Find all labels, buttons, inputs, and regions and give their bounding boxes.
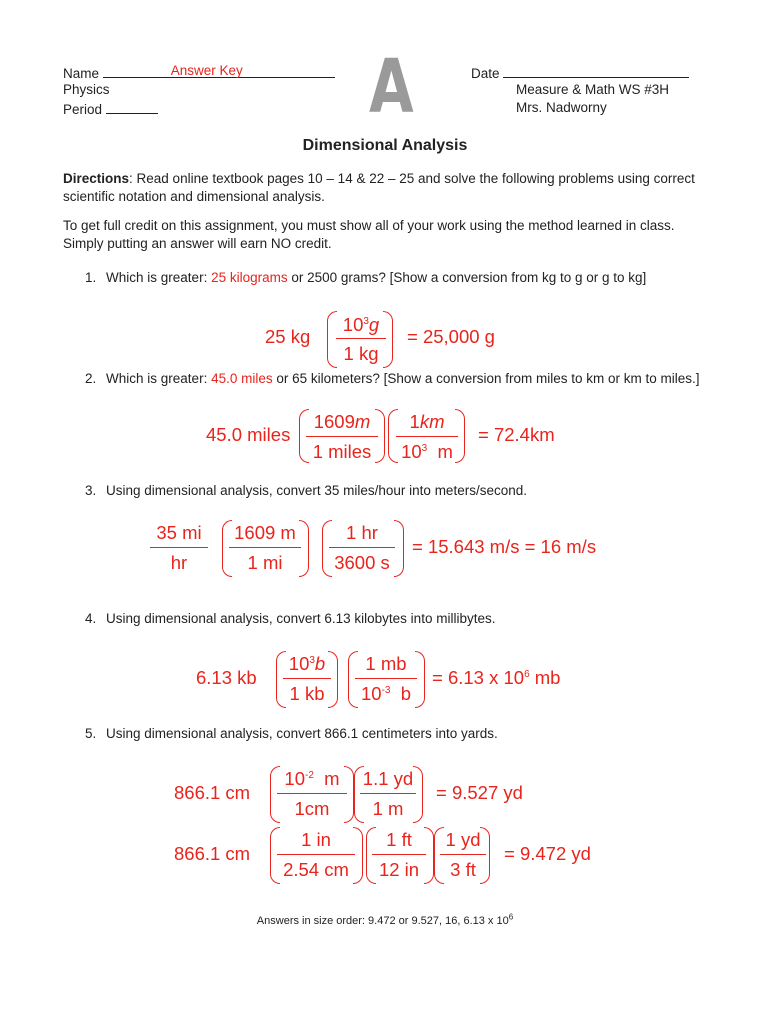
work-5a-f2-den: 1 m (372, 798, 404, 819)
problem-2 (85, 370, 705, 388)
work-4-f1-den: 1 kb (289, 683, 325, 704)
paren-right (299, 520, 309, 577)
answers-footer: Answers in size order: 9.472 or 9.527, 16, 6.13 x $10^6$ (256, 912, 514, 927)
fraction-bar (229, 547, 301, 548)
work-5b-f2-den: 12 in (378, 859, 420, 880)
fraction-bar (306, 436, 378, 437)
work-5b-result: = 9.472 yd (504, 843, 591, 864)
work-5b-f1-den: 2.54 cm (283, 859, 349, 880)
work-5b-start: 866.1 cm (174, 843, 251, 864)
directions (63, 170, 703, 206)
work-5b-f3-den: 3 ft (450, 859, 476, 880)
paren-right (394, 520, 404, 577)
problem-3 (85, 482, 527, 500)
work-5a-f1-den: 1cm (294, 798, 330, 819)
problem-number: 2. (85, 371, 97, 386)
work-2-result: = 72.4km (478, 424, 555, 445)
fraction-bar (355, 678, 417, 679)
work-2-f2-num: 1km (409, 411, 445, 432)
paren-right (480, 827, 490, 884)
paren-right (383, 311, 393, 368)
name-blank (103, 63, 335, 78)
paren-right (375, 409, 385, 463)
work-2-f1-den: 1 miles (312, 441, 372, 462)
problem-text: Which is greater: 45.0 miles or 65 kilometers? [Show a conversion from miles to km or km to miles.] (106, 371, 700, 386)
problem-4 (85, 610, 495, 628)
paren-right (328, 651, 338, 708)
work-5b-f1-num: 1 in (301, 829, 331, 850)
problem-number: 1. (85, 270, 97, 285)
fraction-bar (396, 436, 458, 437)
date-blank (503, 63, 689, 78)
work-5a-result: = 9.527 yd (436, 782, 523, 803)
work-2-f2-den: $10^3$ m (401, 441, 453, 462)
work-4-f1-num: $10^3b$ (288, 653, 326, 674)
name-value: Answer Key (170, 63, 243, 78)
work-3-start-den: hr (170, 552, 188, 573)
subject-label: Physics (63, 82, 110, 97)
work-3-f1-den: 1 mi (247, 552, 283, 573)
period-blank (106, 99, 158, 114)
work-4-f2-num: 1 mb (365, 653, 407, 674)
work-2-start: 45.0 miles (206, 424, 291, 445)
date-line (471, 63, 689, 83)
name-label: Name (63, 66, 100, 81)
problem-5 (85, 725, 498, 743)
problem-text: Which is greater: 25 kilograms or 2500 grams? [Show a conversion from kg to g or g to kg] (106, 270, 647, 285)
teacher-name: Mrs. Nadworny (516, 100, 607, 115)
problem-number: 5. (85, 726, 97, 741)
period-line (63, 99, 158, 119)
paren-right (424, 827, 434, 884)
fraction-bar (283, 678, 331, 679)
directions-text: : Read online textbook pages 10 – 14 & 22 – 25 and solve the following problems using correct scientific notation and dimensional analysis. (63, 171, 695, 204)
fraction-bar (277, 854, 355, 855)
paren-right (344, 766, 354, 823)
work-1-f1-den: 1 kg (343, 343, 379, 364)
paren-right (353, 827, 363, 884)
fraction-bar (372, 854, 426, 855)
problem-text: Using dimensional analysis, convert 866.1 centimeters into yards. (106, 726, 498, 741)
fraction-bar (336, 338, 386, 339)
work-2-f1-num: 1609m (313, 411, 371, 432)
work-4-f2-den: $10^{-3}$ b (360, 683, 412, 704)
fraction-bar (329, 547, 395, 548)
work-3-start-num: 35 mi (156, 522, 202, 543)
page-title: Dimensional Analysis (302, 137, 468, 154)
period-label: Period (63, 102, 103, 117)
work-5a-start: 866.1 cm (174, 782, 251, 803)
worksheet-label: Measure & Math WS #3H (516, 82, 670, 97)
name-line (63, 63, 335, 83)
work-1-result: = 25,000 g (407, 326, 495, 347)
work-1-f1-num: $10^3g$ (342, 314, 380, 335)
problem-text: Using dimensional analysis, convert 6.13 kilobytes into millibytes. (106, 611, 496, 626)
problem-number: 4. (85, 611, 97, 626)
work-3-result: = 15.643 m/s = 16 m/s (412, 536, 597, 557)
paren-right (415, 651, 425, 708)
grade-letter: A (369, 44, 414, 130)
fraction-bar (360, 793, 416, 794)
work-5a-f1-num: $10^{-2}$ m (284, 768, 340, 789)
work-3-f1-num: 1609 m (234, 522, 296, 543)
work-5b-f2-num: 1 ft (386, 829, 412, 850)
problem-1 (85, 269, 646, 287)
problem-text: Using dimensional analysis, convert 35 miles/hour into meters/second. (106, 483, 527, 498)
date-label: Date (471, 66, 500, 81)
directions-label: Directions (63, 171, 130, 186)
work-5a-f2-num: 1.1 yd (362, 768, 414, 789)
work-4-result: = 6.13 x $10^6$ mb (432, 667, 561, 688)
work-3-f2-num: 1 hr (346, 522, 378, 543)
fraction-bar (150, 547, 208, 548)
work-3-f2-den: 3600 s (334, 552, 390, 573)
work-4-start: 6.13 kb (196, 667, 257, 688)
work-5b-f3-num: 1 yd (445, 829, 481, 850)
work-1-start: 25 kg (265, 326, 311, 347)
paren-right (455, 409, 465, 463)
fraction-bar (277, 793, 347, 794)
credit-note: To get full credit on this assignment, you must show all of your work using the method learned in class. Simply putting an answer will earn NO credit. (63, 218, 675, 251)
paren-right (413, 766, 423, 823)
problem-number: 3. (85, 483, 97, 498)
